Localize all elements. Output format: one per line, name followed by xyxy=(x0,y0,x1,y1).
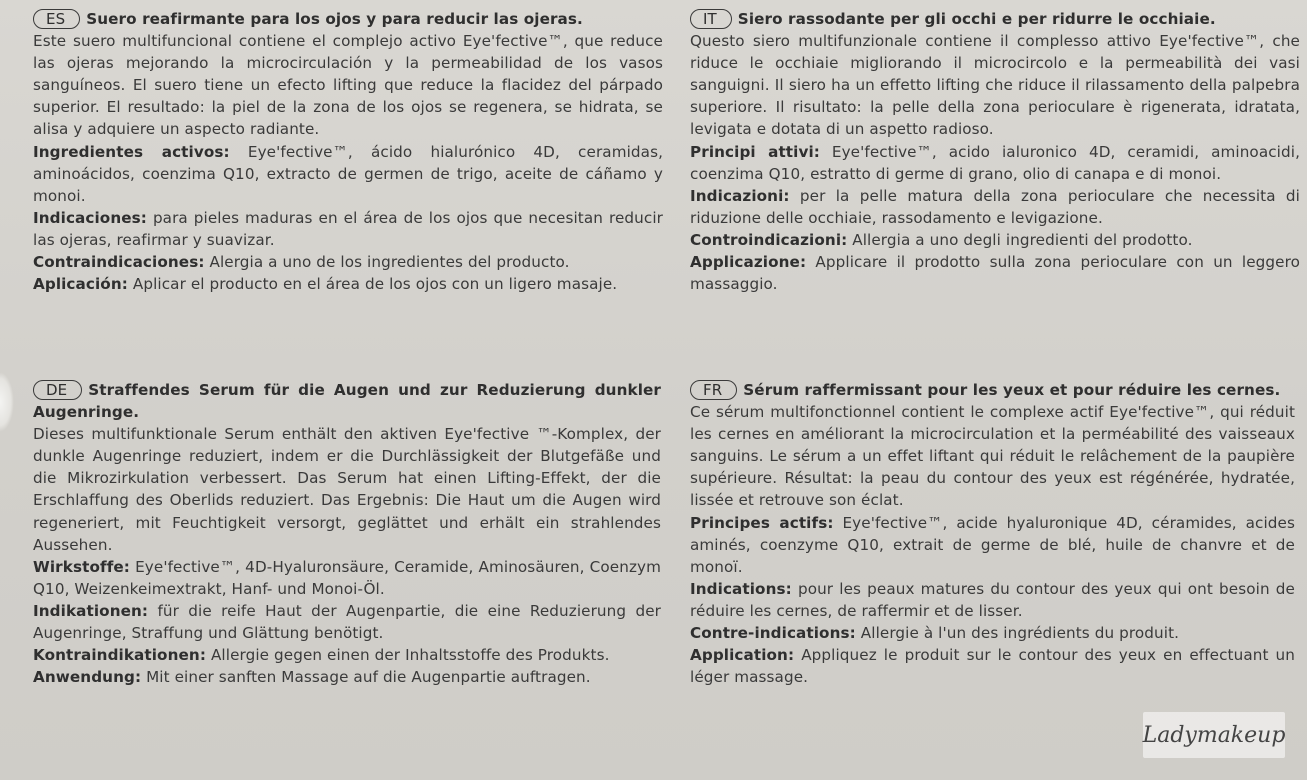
section-de-title: Straffendes Serum für die Augen und zur Reduzierung dunkler Augenringe. xyxy=(33,381,661,422)
section-it-contra-text: Allergia a uno degli ingredienti del prodotto. xyxy=(852,230,1193,249)
section-es-application-text: Aplicar el producto en el área de los ojos con un ligero masaje. xyxy=(132,275,618,294)
section-fr-application-label: Application: xyxy=(690,646,795,665)
section-fr xyxy=(690,379,1295,688)
section-fr-contra-text: Allergie à l'un des ingrédients du produit. xyxy=(860,624,1180,643)
section-it-header xyxy=(690,8,1300,30)
section-es-indications-text: para pieles maduras en el área de los ojos que necesitan reducir las ojeras, reafirmar y suavizar. xyxy=(33,208,663,249)
section-fr-indications xyxy=(690,578,1295,622)
section-de-contra xyxy=(33,644,661,666)
lang-badge-it: IT xyxy=(690,9,732,29)
section-fr-intro: Ce sérum multifonctionnel contient le complexe actif Eye'fective™, qui réduit les cernes en améliorant la microcirculation et la perméabilité des vaisseaux sanguins. Le sérum a un effet liftant qui réduit le relâchement de la paupière supérieure. Résultat: la peau du contour des yeux est régénérée, hydratée, lissée et retrouve son éclat. xyxy=(690,403,1295,510)
section-fr-contra-label: Contre-indications: xyxy=(690,624,856,643)
section-es-header xyxy=(33,8,663,30)
section-es-ingredients-label: Ingredientes activos: xyxy=(33,142,230,161)
section-fr-title: Sérum raffermissant pour les yeux et pour réduire les cernes. xyxy=(743,381,1281,399)
lang-badge-es: ES xyxy=(33,9,80,29)
section-de-application-label: Anwendung: xyxy=(33,668,142,687)
section-es-contra xyxy=(33,251,663,273)
section-it-ingredients-label: Principi attivi: xyxy=(690,142,820,161)
section-fr-header xyxy=(690,379,1295,401)
section-fr-application-text: Appliquez le produit sur le contour des yeux en effectuant un léger massage. xyxy=(690,646,1295,687)
section-fr-ingredients-label: Principes actifs: xyxy=(690,513,834,532)
section-es-ingredients-text: Eye'fective™, ácido hialurónico 4D, ceramidas, aminoácidos, coenzima Q10, extracto de germen de trigo, aceite de cáñamo y monoi. xyxy=(33,142,664,205)
lang-badge-fr: FR xyxy=(690,380,737,400)
section-es-contra-text: Alergia a uno de los ingredientes del producto. xyxy=(209,253,570,272)
section-de-ingredients xyxy=(33,556,661,600)
section-es-indications xyxy=(33,207,663,251)
section-it-application-label: Applicazione: xyxy=(690,253,807,272)
section-de-header xyxy=(33,379,661,423)
section-de-intro: Dieses multifunktionale Serum enthält den aktiven Eye'fective ™-Komplex, der dunkle Augenringe reduziert, indem er die Durchlässigkeit der Blutgefäße und die Mikrozirkulation verbessert. Das Serum hat einen Lifting-Effekt, der die Erschlaffung des Oberlids reduziert. Das Ergebnis: Die Haut um die Augen wird regeneriert, mit Feuchtigkeit versorgt, geglättet und erhält ein strahlendes Aussehen. xyxy=(33,425,661,554)
section-de-indications-text: für die reife Haut der Augenpartie, die eine Reduzierung der Augenringe, Straffung und Glättung benötigt. xyxy=(33,601,661,643)
section-it-indications xyxy=(690,185,1300,229)
page-edge-highlight xyxy=(0,372,14,432)
section-es xyxy=(33,8,663,295)
section-it-contra-label: Controindicazioni: xyxy=(690,230,848,249)
watermark-logo: Ladymakeup xyxy=(1143,712,1285,758)
section-es-ingredients xyxy=(33,141,663,207)
lang-badge-de: DE xyxy=(33,380,82,400)
section-it-application-text: Applicare il prodotto sulla zona perioculare con un leggero massaggio. xyxy=(690,253,1301,294)
section-fr-ingredients xyxy=(690,512,1295,578)
section-it-title: Siero rassodante per gli occhi e per ridurre le occhiaie. xyxy=(737,10,1216,28)
section-de-indications-label: Indikationen: xyxy=(33,601,149,620)
section-de-indications xyxy=(33,600,661,644)
section-it-indications-label: Indicazioni: xyxy=(690,186,790,205)
section-es-application-label: Aplicación: xyxy=(33,275,128,294)
section-it-intro: Questo siero multifunzionale contiene il complesso attivo Eye'fective™, che riduce le occhiaie migliorando il microcircolo e la permeabilità dei vasi sanguigni. Il siero ha un effetto lifting che riduce il rilassamento della palpebra superiore. Il risultato: la pelle della zona perioculare è rigenerata, idratata, levigata e dotata di un aspetto radioso. xyxy=(690,32,1300,139)
section-es-title: Suero reafirmante para los ojos y para reducir las ojeras. xyxy=(86,10,583,28)
section-es-contra-label: Contraindicaciones: xyxy=(33,253,205,272)
section-it-contra xyxy=(690,229,1300,251)
section-es-application xyxy=(33,273,663,295)
section-fr-application xyxy=(690,644,1295,688)
section-it-ingredients-text: Eye'fective™, acido ialuronico 4D, ceramidi, aminoacidi, coenzima Q10, estratto di germe di grano, olio di canapa e di monoi. xyxy=(690,142,1300,183)
section-de-contra-text: Allergie gegen einen der Inhaltsstoffe des Produkts. xyxy=(210,646,610,665)
section-fr-ingredients-text: Eye'fective™, acide hyaluronique 4D, céramides, acides aminés, coenzyme Q10, extrait de germe de blé, huile de chanvre et de monoï. xyxy=(690,513,1295,576)
section-de-ingredients-text: Eye'fective™, 4D-Hyaluronsäure, Ceramide, Aminosäuren, Coenzym Q10, Weizenkeimextrakt, Hanf- und Monoi-Öl. xyxy=(33,557,661,598)
section-es-intro: Este suero multifuncional contiene el complejo activo Eye'fective™, que reduce las ojeras mejorando la microcirculación y la permeabilidad de los vasos sanguíneos. El suero tiene un efecto lifting que reduce la flacidez del párpado superior. El resultado: la piel de la zona de los ojos se regenera, se hidrata, se alisa y adquiere un aspecto radiante. xyxy=(33,32,663,139)
section-it xyxy=(690,8,1300,295)
section-de-ingredients-label: Wirkstoffe: xyxy=(33,557,130,576)
section-it-application xyxy=(690,251,1300,295)
section-de xyxy=(33,379,661,688)
section-it-ingredients xyxy=(690,141,1300,185)
section-it-indications-text: per la pelle matura della zona perioculare che necessita di riduzione delle occhiaie, rassodamento e levigazione. xyxy=(690,186,1300,227)
section-de-application-text: Mit einer sanften Massage auf die Augenpartie auftragen. xyxy=(146,668,591,687)
section-es-indications-label: Indicaciones: xyxy=(33,208,147,227)
section-de-application xyxy=(33,666,661,688)
section-fr-indications-text: pour les peaux matures du contour des yeux qui ont besoin de réduire les cernes, de raffermir et de lisser. xyxy=(690,579,1295,620)
section-fr-contra xyxy=(690,622,1295,644)
section-de-contra-label: Kontraindikationen: xyxy=(33,646,206,665)
section-fr-indications-label: Indications: xyxy=(690,579,792,598)
